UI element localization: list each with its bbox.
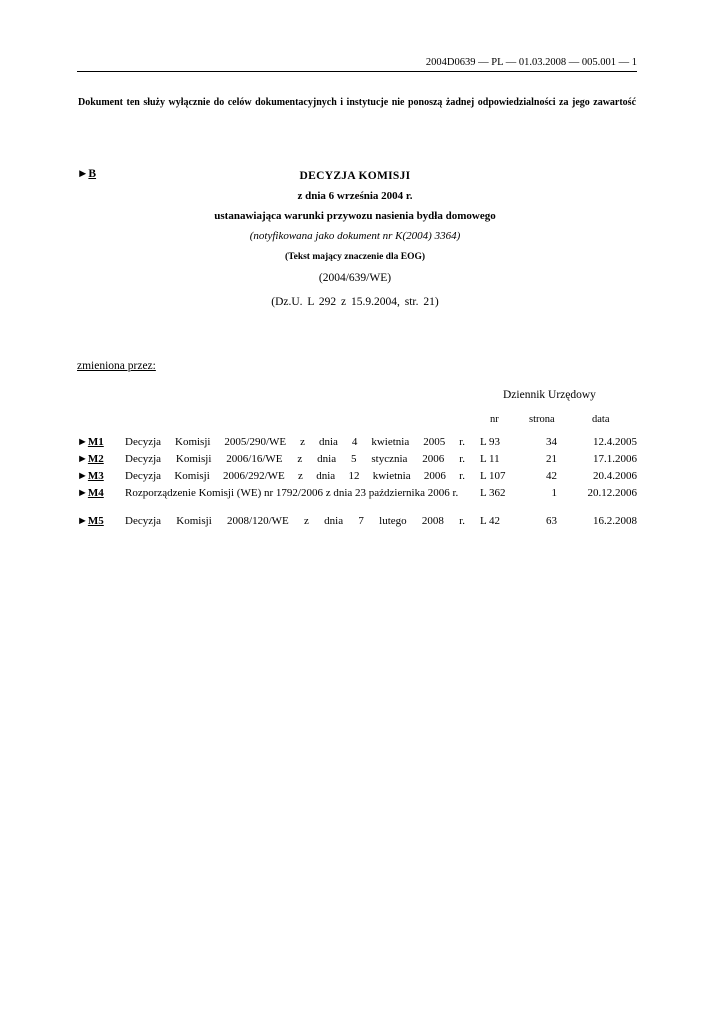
disclaimer: Dokument ten służy wyłącznie do celów dokumentacyjnych i instytucje nie ponoszą żadnej odpowiedzialności za jego zawartość <box>77 97 637 108</box>
marker-arrow-icon: ► <box>77 487 88 499</box>
header-divider <box>77 71 637 72</box>
journal-page: 34 <box>546 436 557 448</box>
amendment-row <box>77 436 637 453</box>
marker-arrow-icon: ► <box>77 515 88 527</box>
journal-number: L 42 <box>480 515 501 527</box>
journal-number: L 11 <box>480 453 500 465</box>
column-header-date: data <box>592 414 610 425</box>
notification-note: (notyfikowana jako dokument nr K(2004) 3364) <box>249 230 461 242</box>
journal-number: L 362 <box>480 487 506 499</box>
journal-page: 21 <box>546 453 557 465</box>
amendment-code-link[interactable]: M1 <box>87 436 104 448</box>
journal-date: 20.4.2006 <box>593 470 637 482</box>
amendment-marker <box>77 487 104 499</box>
journal-date: 12.4.2005 <box>593 436 637 448</box>
journal-date: 17.1.2006 <box>593 453 637 465</box>
amendment-code-link[interactable]: M2 <box>87 453 104 465</box>
act-title-block <box>150 166 560 312</box>
marker-arrow-icon: ► <box>77 436 88 448</box>
amendment-description: Rozporządzenie Komisji (WE) nr 1792/2006 z dnia 23 października 2006 r. <box>125 487 459 499</box>
amendment-code-link[interactable]: M4 <box>87 487 104 499</box>
journal-date: 20.12.2006 <box>587 487 637 499</box>
amendment-row <box>77 487 637 515</box>
journal-page: 63 <box>546 515 557 527</box>
amendment-description: Decyzja Komisji 2008/120/WE z dnia 7 lutego 2008 r. <box>125 515 465 527</box>
column-header-nr: nr <box>490 414 499 425</box>
marker-arrow-icon: ► <box>77 453 88 465</box>
journal-page: 42 <box>546 470 557 482</box>
journal-heading: Dziennik Urzędowy <box>503 389 596 401</box>
journal-number: L 107 <box>480 470 506 482</box>
amendment-description: Decyzja Komisji 2006/292/WE z dnia 12 kwietnia 2006 r. <box>125 470 465 482</box>
marker-arrow-icon: ► <box>77 168 89 180</box>
base-act-marker <box>77 168 96 180</box>
amendment-row <box>77 470 637 487</box>
act-type: DECYZJA KOMISJI <box>299 170 411 182</box>
journal-number: L 93 <box>480 436 501 448</box>
document-reference: 2004D0639 — PL — 01.03.2008 — 005.001 — 1 <box>425 57 637 68</box>
amendment-marker <box>77 515 104 527</box>
amendment-row <box>77 515 637 532</box>
marker-arrow-icon: ► <box>77 470 88 482</box>
amendment-marker <box>77 436 104 448</box>
act-subject: ustanawiająca warunki przywozu nasienia bydła domowego <box>214 210 496 222</box>
amendment-code-link[interactable]: M3 <box>87 470 104 482</box>
amended-by-label: zmieniona przez: <box>77 360 156 372</box>
amendment-description: Decyzja Komisji 2006/16/WE z dnia 5 stycznia 2006 r. <box>125 453 465 465</box>
act-date: z dnia 6 września 2004 r. <box>297 190 413 202</box>
amendment-code-link[interactable]: M5 <box>87 515 104 527</box>
official-journal-reference: (Dz.U. L 292 z 15.9.2004, str. 21) <box>271 296 439 308</box>
amendment-description: Decyzja Komisji 2005/290/WE z dnia 4 kwietnia 2005 r. <box>125 436 465 448</box>
amendment-row <box>77 453 637 470</box>
column-header-page: strona <box>529 414 555 425</box>
eea-relevance: (Tekst mający znaczenie dla EOG) <box>284 252 426 262</box>
amendments-table <box>77 436 637 532</box>
act-number: (2004/639/WE) <box>318 272 392 284</box>
amendment-marker <box>77 453 104 465</box>
amendment-marker <box>77 470 104 482</box>
journal-page: 1 <box>551 487 557 499</box>
base-act-code[interactable]: B <box>88 168 97 180</box>
journal-date: 16.2.2008 <box>593 515 637 527</box>
